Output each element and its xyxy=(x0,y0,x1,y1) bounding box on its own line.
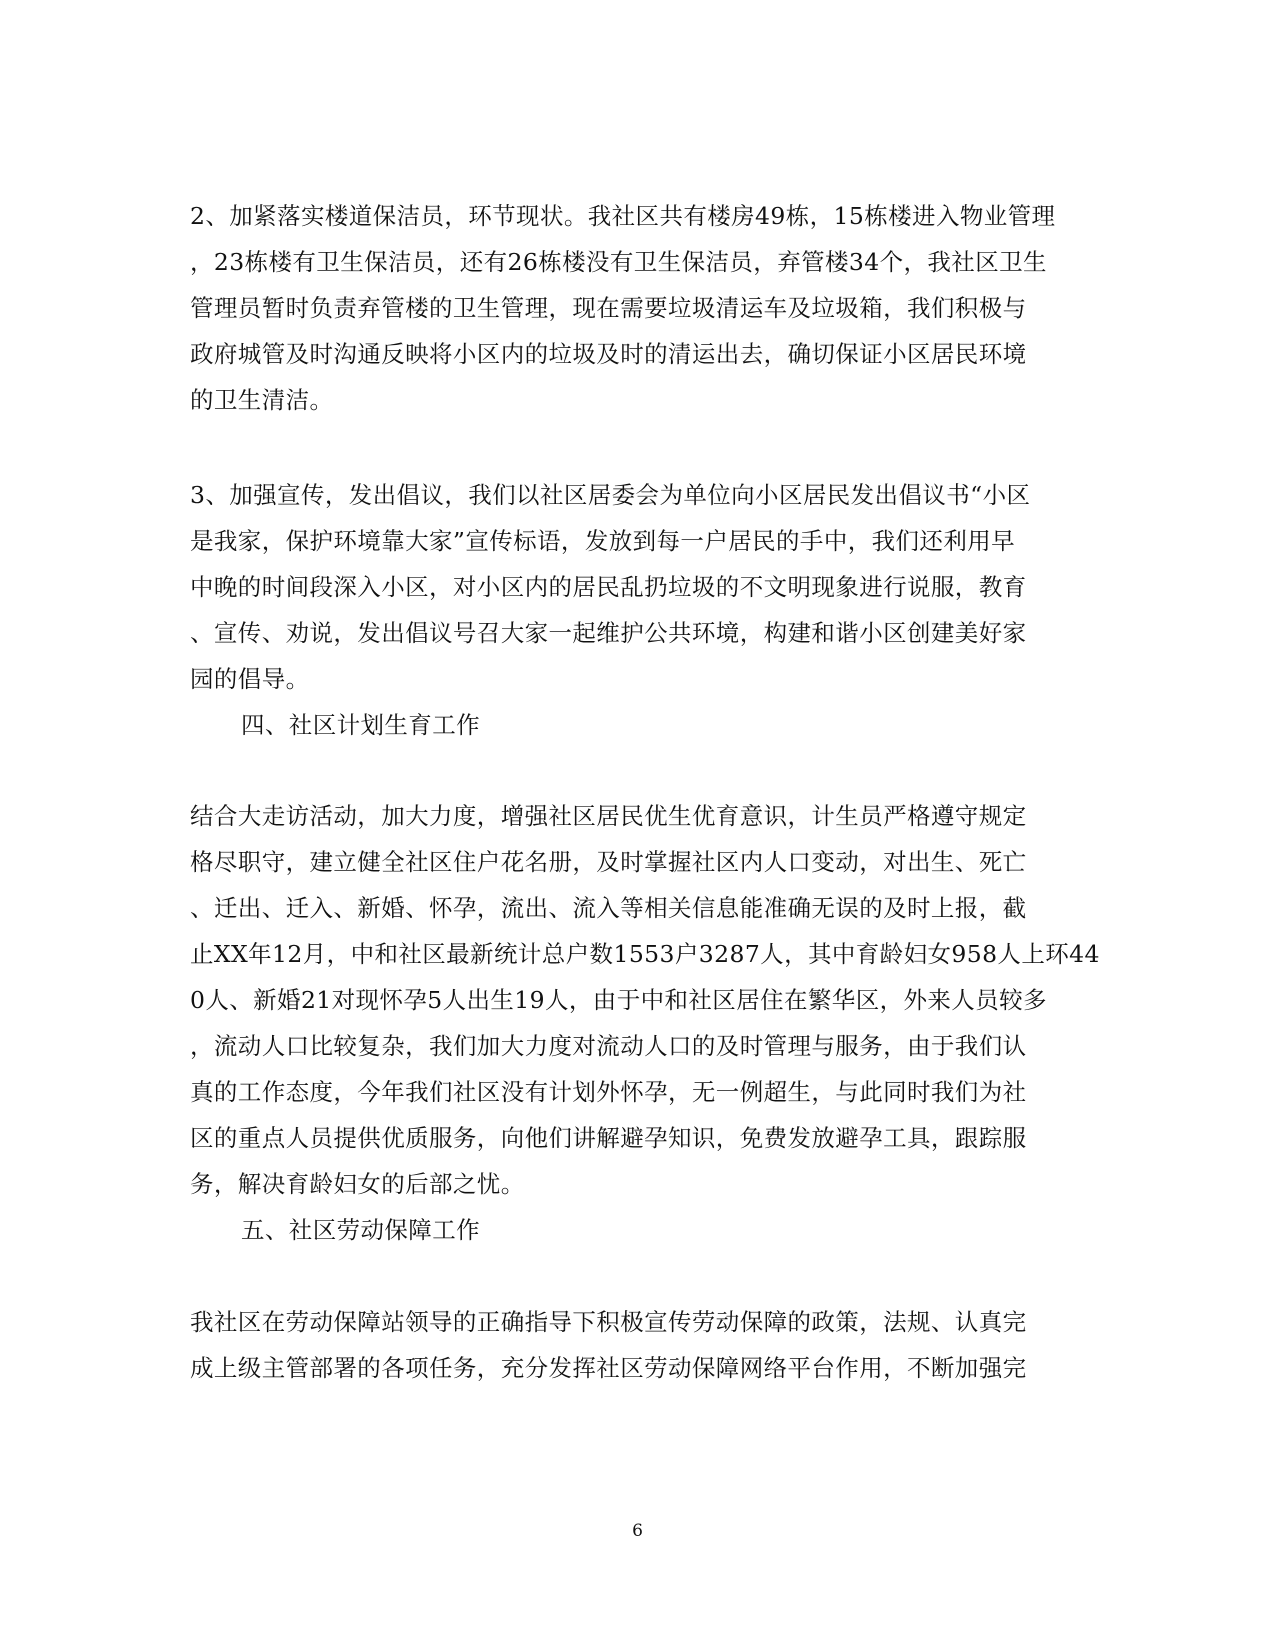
paragraph-line: 、迁出、迁入、新婚、怀孕，流出、流入等相关信息能准确无误的及时上报，截 xyxy=(190,894,1027,922)
page-number: 6 xyxy=(632,1521,643,1541)
paragraph-line: 中晚的时间段深入小区，对小区内的居民乱扔垃圾的不文明现象进行说服，教育 xyxy=(190,573,1027,601)
paragraph-line: 的卫生清洁。 xyxy=(190,386,334,414)
paragraph-line: 园的倡导。 xyxy=(190,665,310,693)
section-heading: 五、社区劳动保障工作 xyxy=(241,1216,480,1244)
paragraph-line: 管理员暂时负责弃管楼的卫生管理，现在需要垃圾清运车及垃圾箱，我们积极与 xyxy=(190,294,1027,322)
paragraph-line: 格尽职守，建立健全社区住户花名册，及时掌握社区内人口变动，对出生、死亡 xyxy=(190,848,1027,876)
paragraph-line: 区的重点人员提供优质服务，向他们讲解避孕知识，免费发放避孕工具，跟踪服 xyxy=(190,1124,1027,1152)
paragraph-line: 是我家，保护环境靠大家”宣传标语，发放到每一户居民的手中，我们还利用早 xyxy=(190,527,1016,555)
paragraph-line: 我社区在劳动保障站领导的正确指导下积极宣传劳动保障的政策，法规、认真完 xyxy=(190,1308,1027,1336)
paragraph-line: 真的工作态度，今年我们社区没有计划外怀孕，无一例超生，与此同时我们为社 xyxy=(190,1078,1027,1106)
paragraph-line: ，流动人口比较复杂，我们加大力度对流动人口的及时管理与服务，由于我们认 xyxy=(190,1032,1027,1060)
section-heading: 四、社区计划生育工作 xyxy=(241,711,480,739)
paragraph-line: 3、加强宣传，发出倡议，我们以社区居委会为单位向小区居民发出倡议书“小区 xyxy=(190,481,1031,509)
paragraph-line: 成上级主管部署的各项任务，充分发挥社区劳动保障网络平台作用，不断加强完 xyxy=(190,1354,1027,1382)
paragraph-line: 止XX年12月，中和社区最新统计总户数1553户3287人，其中育龄妇女958人上环44 xyxy=(190,940,1100,968)
paragraph-line: 0人、新婚21对现怀孕5人出生19人，由于中和社区居住在繁华区，外来人员较多 xyxy=(190,986,1047,1014)
paragraph-line: 务，解决育龄妇女的后部之忧。 xyxy=(190,1170,525,1198)
paragraph-line: 2、加紧落实楼道保洁员，环节现状。我社区共有楼房49栋，15栋楼进入物业管理 xyxy=(190,202,1056,230)
paragraph-line: 、宣传、劝说，发出倡议号召大家一起维护公共环境，构建和谐小区创建美好家 xyxy=(190,619,1027,647)
paragraph-line: ，23栋楼有卫生保洁员，还有26栋楼没有卫生保洁员，弃管楼34个，我社区卫生 xyxy=(190,248,1047,276)
paragraph-line: 政府城管及时沟通反映将小区内的垃圾及时的清运出去，确切保证小区居民环境 xyxy=(190,340,1027,368)
paragraph-line: 结合大走访活动，加大力度，增强社区居民优生优育意识，计生员严格遵守规定 xyxy=(190,802,1027,830)
